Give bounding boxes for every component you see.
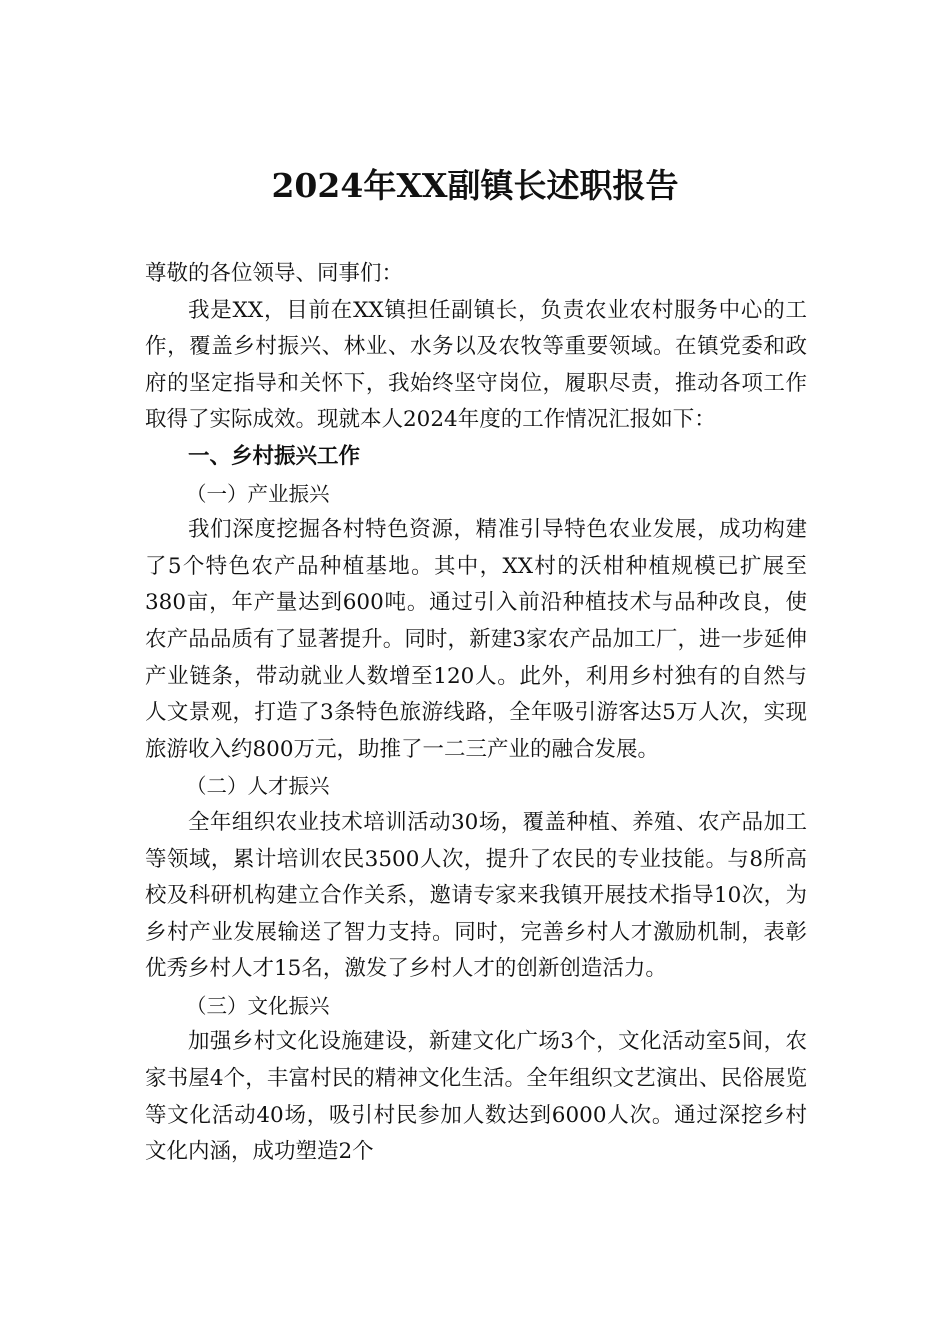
intro-paragraph: 我是XX，目前在XX镇担任副镇长，负责农业农村服务中心的工作，覆盖乡村振兴、林业、水务以及农牧等重要领域。在镇党委和政府的坚定指导和关怀下，我始终坚守岗位，履职尽责，推动各项工作取得了实际成效。现就本人2024年度的工作情况汇报如下： bbox=[145, 297, 807, 433]
document-title: 2024年XX副镇长述职报告 bbox=[271, 166, 679, 205]
section-heading-rural-revitalization: 一、乡村振兴工作 bbox=[188, 443, 361, 469]
subsection-heading-culture: （三）文化振兴 bbox=[186, 993, 330, 1018]
document-body bbox=[145, 256, 807, 1171]
industry-paragraph: 我们深度挖掘各村特色资源，精准引导特色农业发展，成功构建了5个特色农产品种植基地。其中，XX村的沃柑种植规模已扩展至380亩，年产量达到600吨。通过引入前沿种植技术与品种改良，使农产品品质有了显著提升。同时，新建3家农产品加工厂，进一步延伸产业链条，带动就业人数增至120人。此外，利用乡村独有的自然与人文景观，打造了3条特色旅游线路，全年吸引游客达5万人次，实现旅游收入约800万元，助推了一二三产业的融合发展。 bbox=[145, 517, 807, 762]
salutation: 尊敬的各位领导、同事们： bbox=[145, 261, 404, 286]
talent-paragraph: 全年组织农业技术培训活动30场，覆盖种植、养殖、农产品加工等领域，累计培训农民3500人次，提升了农民的专业技能。与8所高校及科研机构建立合作关系，邀请专家来我镇开展技术指导10次，为乡村产业发展输送了智力支持。同时，完善乡村人才激励机制，表彰优秀乡村人才15名，激发了乡村人才的创新创造活力。 bbox=[145, 809, 807, 982]
subsection-heading-talent: （二）人才振兴 bbox=[186, 774, 330, 799]
culture-paragraph: 加强乡村文化设施建设，新建文化广场3个，文化活动室5间，农家书屋4个，丰富村民的精神文化生活。全年组织文艺演出、民俗展览等文化活动40场，吸引村民参加人数达到6000人次。通过深挖乡村文化内涵，成功塑造2个 bbox=[145, 1029, 807, 1165]
subsection-heading-industry: （一）产业振兴 bbox=[186, 481, 330, 506]
